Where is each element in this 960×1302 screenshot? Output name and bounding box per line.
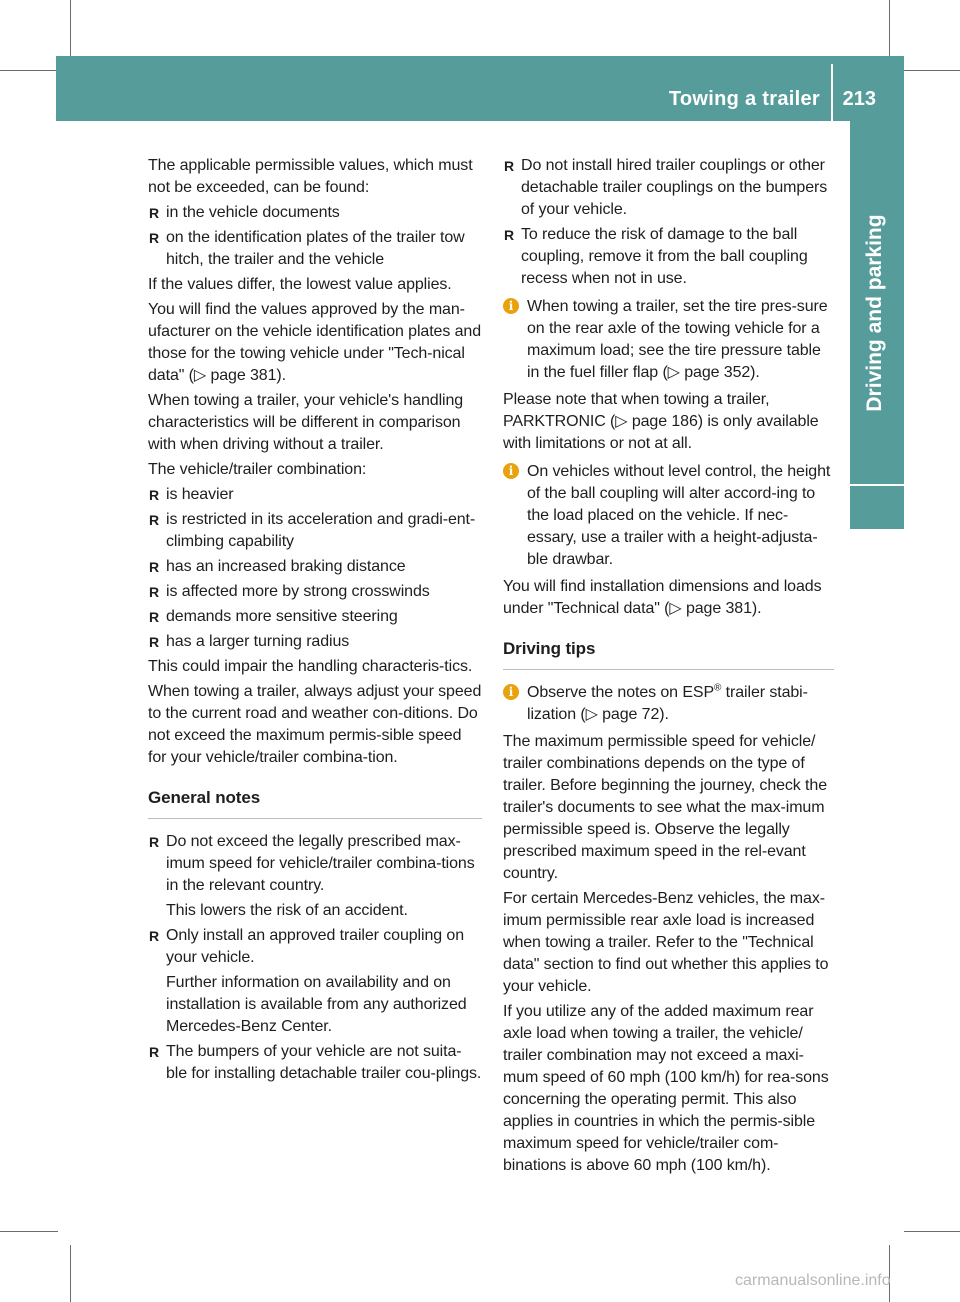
section-heading: Driving tips <box>503 638 834 670</box>
list-item: R The bumpers of your vehicle are not suita-ble for installing detachable trailer cou-plings. <box>148 1041 482 1085</box>
section-heading: General notes <box>148 787 482 819</box>
crop-mark <box>0 70 58 71</box>
info-note <box>503 461 834 571</box>
list-item: R is restricted in its acceleration and gradi-ent-climbing capability <box>148 509 482 553</box>
paragraph: The vehicle/trailer combination: <box>148 461 367 478</box>
info-note <box>503 296 834 384</box>
registered-mark: ® <box>714 682 722 694</box>
crop-mark <box>904 1231 960 1232</box>
info-text: Observe the notes on ESP <box>527 684 715 701</box>
list-item <box>148 831 482 922</box>
crop-mark <box>904 70 960 71</box>
section-tab <box>850 121 904 486</box>
paragraph: This could impair the handling characteris-tics. <box>148 658 473 675</box>
paragraph: You will find installation dimensions and loads under "Technical data" (▷ page 381). <box>503 578 822 617</box>
paragraph: When towing a trailer, always adjust your speed to the current road and weather con-ditions. Do not exceed the maximum permis-sible speed for your vehicle/trailer combina-tion. <box>148 683 482 766</box>
paragraph: The maximum permissible speed for vehicle/ trailer combinations depends on the type of trailer. Before beginning the journey, check the trailer's documents to see what the max-imum permissible speed is. Observe the legally prescribed maximum speed in the rel-evant country. <box>503 733 827 882</box>
info-note <box>503 682 834 726</box>
list-item: R is heavier <box>148 484 482 506</box>
right-column <box>503 155 834 1180</box>
list-item <box>148 925 482 1038</box>
info-icon: i <box>503 684 519 700</box>
crop-mark <box>70 0 71 58</box>
info-text: trailer stabi-lization (▷ page 72). <box>527 684 808 723</box>
list-item-text: Do not exceed the legally prescribed max-imum speed for vehicle/trailer combina-tions in the relevant country. <box>166 833 475 894</box>
list-item-note: Further information on availability and on installation is available from any authorized Mercedes-Benz Center. <box>166 974 467 1035</box>
list-item-text: Only install an approved trailer coupling on your vehicle. <box>166 927 464 966</box>
crop-mark <box>0 1231 58 1232</box>
paragraph: The applicable permissible values, which must not be exceeded, can be found: <box>148 157 473 196</box>
crop-mark <box>889 0 890 58</box>
list-item: R To reduce the risk of damage to the ball coupling, remove it from the ball coupling recess when not in use. <box>503 224 834 290</box>
list-item: R on the identification plates of the trailer tow hitch, the trailer and the vehicle <box>148 227 482 271</box>
info-icon: i <box>503 463 519 479</box>
list-item: R has a larger turning radius <box>148 631 482 653</box>
list-item: R demands more sensitive steering <box>148 606 482 628</box>
paragraph: If you utilize any of the added maximum rear axle load when towing a trailer, the vehicle/ trailer combination may not exceed a maxi-mum speed of 60 mph (100 km/h) for rea-sons concerning the operating permit. This also applies in countries in which the permis-sible maximum speed for vehicle/trailer com-binations is above 60 mph (100 km/h). <box>503 1003 829 1174</box>
list-item-note: This lowers the risk of an accident. <box>166 902 408 919</box>
paragraph: Please note that when towing a trailer, PARKTRONIC (▷ page 186) is only available with limitations or not at all. <box>503 391 819 452</box>
info-icon: i <box>503 298 519 314</box>
chapter-title: Towing a trailer <box>668 88 820 110</box>
paragraph: For certain Mercedes-Benz vehicles, the max-imum permissible rear axle load is increased when towing a trailer. Refer to the "Technical data" section to find out whether this applies to your vehicle. <box>503 890 829 995</box>
page-number: 213 <box>842 88 876 110</box>
list-item: R has an increased braking distance <box>148 556 482 578</box>
left-column <box>148 155 482 1088</box>
crop-mark <box>70 1245 71 1302</box>
paragraph: When towing a trailer, your vehicle's handling characteristics will be different in comparison with when driving without a trailer. <box>148 392 464 453</box>
bullet-list <box>148 484 482 653</box>
paragraph: You will find the values approved by the man-ufacturer on the vehicle identification plates and those for the towing vehicle under "Tech-nical data" (▷ page 381). <box>148 301 481 384</box>
tab-marker <box>850 486 904 529</box>
list-item: R Do not install hired trailer couplings or other detachable trailer couplings on the bumpers of your vehicle. <box>503 155 834 221</box>
list-item: R is affected more by strong crosswinds <box>148 581 482 603</box>
info-text: On vehicles without level control, the height of the ball coupling will alter accord-ing to the load placed on the vehicle. If nec-essary, use a trailer with a height-adjusta-ble drawbar. <box>527 463 831 568</box>
bullet-list <box>148 831 482 1085</box>
page-header <box>56 56 904 121</box>
bullet-list <box>503 155 834 290</box>
section-tab-label: Driving and parking <box>863 214 886 412</box>
bullet-list <box>148 202 482 271</box>
watermark: carmanualsonline.info <box>735 1272 891 1289</box>
header-divider <box>831 64 833 121</box>
list-item: R in the vehicle documents <box>148 202 482 224</box>
paragraph: If the values differ, the lowest value applies. <box>148 276 452 293</box>
info-text: When towing a trailer, set the tire pres-sure on the rear axle of the towing vehicle for a maximum load; see the tire pressure table in the fuel filler flap (▷ page 352). <box>527 298 828 381</box>
